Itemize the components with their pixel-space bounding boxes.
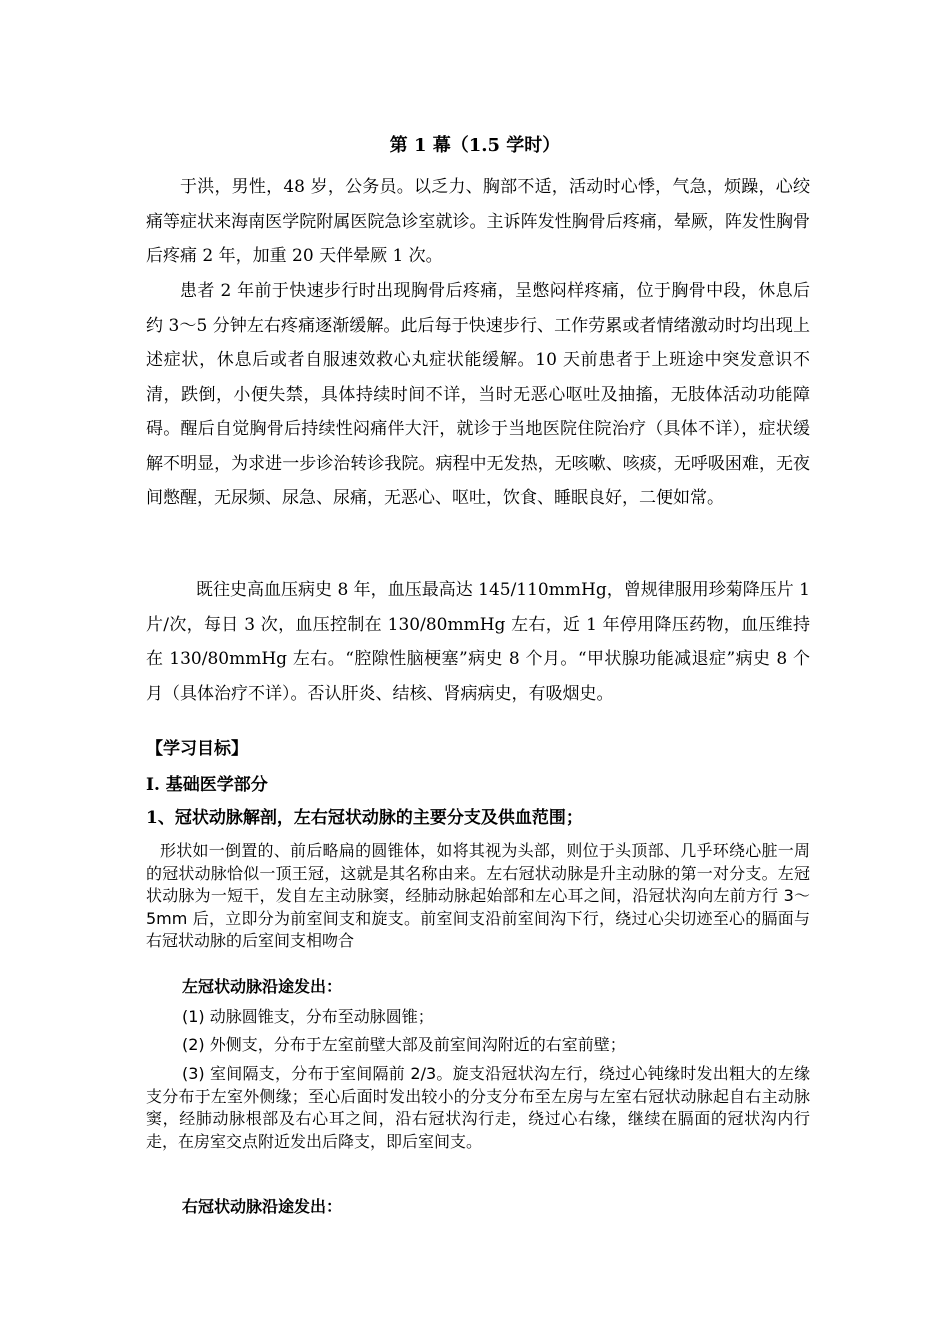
left-branch-item-3-paragraph: (3) 室间隔支，分布于室间隔前 2/3。旋支沿冠状沟左行，绕过心钝缘时发出粗大的左缘支分布于左室外侧缘；至心后面时发出较小的分支分布至左房与左室右冠状动脉起自右主动脉窦，经肺动脉根部及右心耳之间，沿右冠状沟行走，绕过心右缘，继续在膈面的冠状沟内行走，在房室交点附近发出后降支，即后室间支。 <box>146 1064 810 1151</box>
section-heading: I. 基础医学部分 <box>146 775 268 795</box>
left-branch-item-1: (1) 动脉圆锥支，分布至动脉圆锥； <box>182 1007 434 1026</box>
case-paragraph-past-history: 既往史高血压病史 8 年，血压最高达 145/110mmHg，曾规律服用珍菊降压片 1 片/次，每日 3 次，血压控制在 130/80mmHg 左右，近 1 年停用降压药物，血压维持在 130/80mmHg 左右。“腔隙性脑梗塞”病史 8 个月。“甲状腺功能减退症”病史 8 个月（具体治疗不详）。否认肝炎、结核、肾病病史，有吸烟史。 <box>146 580 810 704</box>
right-coronary-heading: 右冠状动脉沿途发出： <box>182 1197 343 1216</box>
left-branch-item-2: (2) 外侧支，分布于左室前壁大部及前室间沟附近的右室前壁； <box>182 1035 626 1054</box>
learning-objectives-heading: 【学习目标】 <box>146 739 248 759</box>
anatomy-paragraph: 形状如一倒置的、前后略扁的圆锥体，如将其视为头部，则位于头顶部、几乎环绕心脏一周的冠状动脉恰似一顶王冠，这就是其名称由来。左右冠状动脉是升主动脉的第一对分支。左冠状动脉为一短干，发自左主动脉窦，经肺动脉起始部和左心耳之间，沿冠状沟向左前方行 3～5mm 后，立即分为前室间支和旋支。前室间支沿前室间沟下行，绕过心尖切迹至心的膈面与右冠状动脉的后室间支相吻合 <box>146 841 810 950</box>
page-title: 第 1 幕（1.5 学时） <box>389 135 561 156</box>
case-paragraph-history: 患者 2 年前于快速步行时出现胸骨后疼痛，呈憋闷样疼痛，位于胸骨中段，休息后约 3～5 分钟左右疼痛逐渐缓解。此后每于快速步行、工作劳累或者情绪激动时均出现上述症状，休息后或者自服速效救心丸症状能缓解。10 天前患者于上班途中突发意识不清，跌倒，小便失禁，具体持续时间不详，当时无恶心呕吐及抽搐，无肢体活动功能障碍。醒后自觉胸骨后持续性闷痛伴大汗，就诊于当地医院住院治疗（具体不详），症状缓解不明显，为求进一步诊治转诊我院。病程中无发热，无咳嗽、咳痰，无呼吸困难，无夜间憋醒，无尿频、尿急、尿痛，无恶心、呕吐，饮食、睡眠良好，二便如常。 <box>146 281 810 508</box>
left-coronary-heading: 左冠状动脉沿途发出： <box>182 977 343 996</box>
case-paragraph-intro: 于洪，男性，48 岁，公务员。以乏力、胸部不适，活动时心悸，气急，烦躁，心绞痛等症状来海南医学院附属医院急诊室就诊。主诉阵发性胸骨后疼痛，晕厥，阵发性胸骨后疼痛 2 年，加重 20 天伴晕厥 1 次。 <box>146 177 810 266</box>
objective-1-heading: 1、冠状动脉解剖，左右冠状动脉的主要分支及供血范围； <box>146 808 583 828</box>
